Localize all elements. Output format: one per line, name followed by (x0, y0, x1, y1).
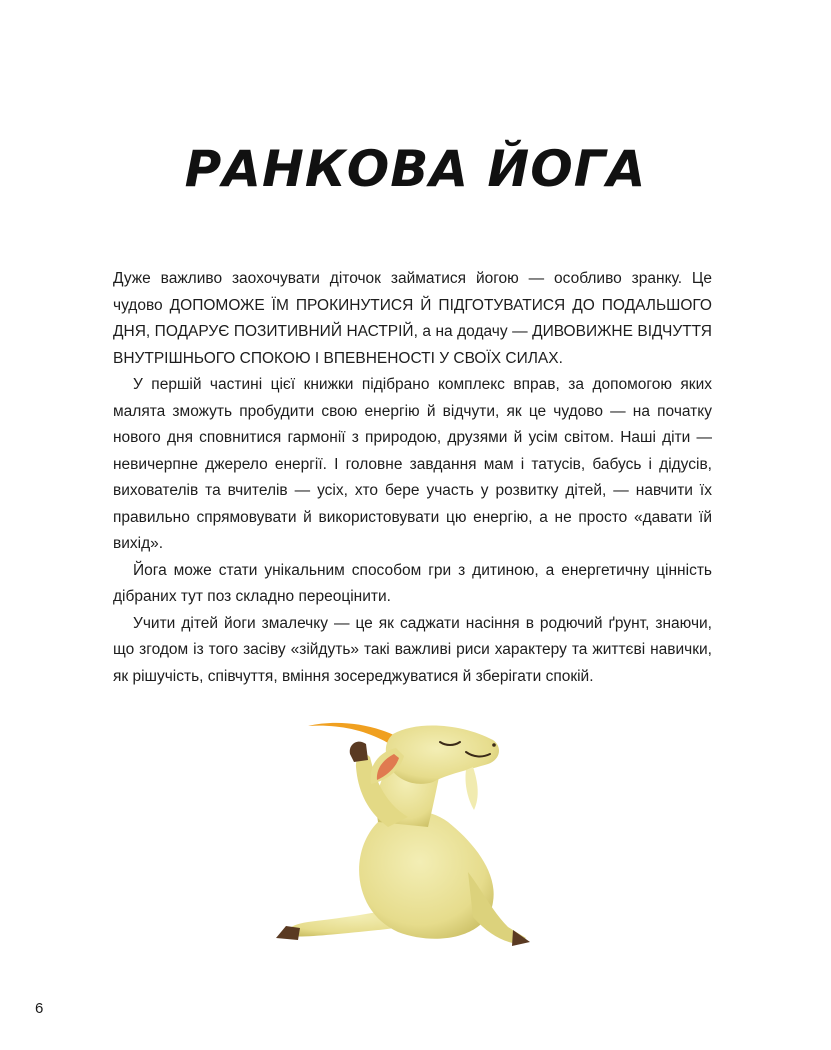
goat-hoof-right (512, 930, 530, 946)
goat-hoof-left (276, 926, 300, 940)
goat-nostril (492, 743, 496, 747)
page-number: 6 (35, 1000, 44, 1017)
goat-beard (465, 767, 477, 810)
goat-head (386, 725, 499, 783)
paragraph-1: Дуже важливо заохочувати діточок займатися йогою — особливо зранку. Це чудово ДОПОМОЖЕ ЇМ ПРОКИНУТИСЯ Й ПІДГОТУВАТИСЯ ДО ПОДАЛЬШОГО ДНЯ, ПОДАРУЄ ПОЗИТИВНИЙ НАСТРІЙ, а на додачу — ДИВОВИЖНЕ ВІДЧУТТЯ ВНУТРІШНЬОГО СПОКОЮ І ВПЕВНЕНОСТІ У СВОЇХ СИЛАХ. (113, 270, 712, 367)
goat-yoga-illustration (268, 712, 548, 952)
page-title: РАНКОВА ЙОГА (184, 140, 647, 198)
goat-horn (308, 723, 398, 746)
body-text (113, 266, 712, 690)
paragraph-3: Йога може стати унікальним способом гри з дитиною, а енергетичну цінність дібраних тут поз складно переоцінити. (113, 561, 712, 605)
paragraph-2: У першій частині цієї книжки підібрано комплекс вправ, за допомогою яких малята зможуть пробудити свою енергію й відчути, як це чудово — на початку нового дня сповнитися гармонії з природою, друзями й усім світом. Наші діти — невичерпне джерело енергії. І головне завдання мам і татусів, бабусь і дідусів, вихователів та вчителів — усіх, хто бере участь у розвитку дітей, — навчити їх правильно спрямовувати й використовувати цю енергію, а не просто «давати їй вихід». (113, 376, 712, 552)
paragraph-4: Учити дітей йоги змалечку — це як саджати насіння в родючий ґрунт, знаючи, що згодом із того засіву «зійдуть» такі важливі риси характеру та життєві навички, як рішучість, співчуття, вміння зосереджуватися й зберігати спокій. (113, 614, 712, 685)
goat-hoof-arm (350, 742, 368, 762)
